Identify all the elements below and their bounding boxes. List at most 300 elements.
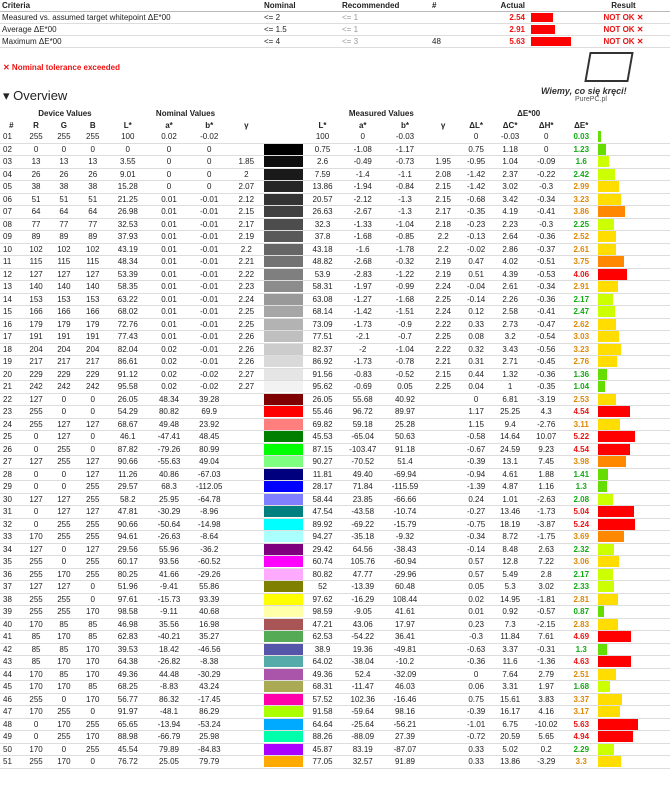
cell-value: 23.85 — [342, 493, 383, 506]
cell-value: 62.83 — [107, 631, 148, 644]
cell-value: 64.64 — [303, 718, 342, 731]
cell-value: 2.18 — [427, 218, 460, 231]
cell-value: -88.09 — [342, 731, 383, 744]
cell-value: 26.05 — [107, 393, 148, 406]
table-row — [0, 718, 670, 731]
cell-value: 55.68 — [342, 393, 383, 406]
cell-value: 91.18 — [383, 443, 426, 456]
cell-value: 0 — [49, 143, 78, 156]
cell-value: 255 — [49, 531, 78, 544]
cell-value: 91.89 — [383, 756, 426, 769]
actual-bar-fill — [531, 37, 571, 46]
cell-value: -0.01 — [190, 256, 229, 269]
cell-value: 4.61 — [493, 468, 528, 481]
swatch-fill — [264, 131, 303, 142]
delta-e-bar — [598, 456, 670, 469]
cell-value: 91.97 — [107, 706, 148, 719]
cell-value: 0.02 — [148, 356, 189, 369]
delta-e-value: 1.36 — [565, 368, 598, 381]
cell-value: -1.33 — [342, 218, 383, 231]
color-swatch — [264, 568, 303, 581]
delta-e-value: 3.3 — [565, 756, 598, 769]
cell-value: -0.32 — [383, 256, 426, 269]
swatch-fill — [264, 644, 303, 655]
swatch-fill — [264, 244, 303, 255]
cell-value — [427, 543, 460, 556]
table-row — [0, 143, 670, 156]
cell-value: 166 — [49, 306, 78, 319]
cell-value: -26.82 — [148, 656, 189, 669]
delta-e-value: 2.32 — [565, 543, 598, 556]
cell-value: -1.27 — [342, 293, 383, 306]
cell-value: -0.57 — [528, 606, 565, 619]
cell-value: 255 — [23, 693, 50, 706]
cell-value — [427, 568, 460, 581]
cell-value: -0.04 — [460, 281, 493, 294]
cell-value: 0.01 — [148, 206, 189, 219]
cell-value: 72.76 — [107, 318, 148, 331]
cell-value: 170 — [78, 693, 107, 706]
delta-e-bar-fill — [598, 731, 633, 742]
cell-value: 2.2 — [427, 243, 460, 256]
cell-value: 60.48 — [383, 581, 426, 594]
cell-value — [229, 606, 264, 619]
cell-value: -66.79 — [148, 731, 189, 744]
table-row — [0, 618, 670, 631]
swatch-fill — [264, 406, 303, 417]
cell-value: 24.59 — [493, 443, 528, 456]
cell-value: 97.61 — [107, 593, 148, 606]
cell-value: -32.09 — [383, 668, 426, 681]
column-header: γ — [244, 120, 249, 130]
cell-value: 89 — [78, 231, 107, 244]
cell-value: -1.94 — [342, 181, 383, 194]
cell-value: 4.02 — [493, 256, 528, 269]
cell-value: 68.31 — [303, 681, 342, 694]
cell-value — [427, 643, 460, 656]
cell-value: 16.98 — [190, 618, 229, 631]
cell-value: 86.61 — [107, 356, 148, 369]
row-index: 41 — [0, 631, 23, 644]
cell-value: 0 — [23, 731, 50, 744]
tolerance-warning: ✕ Nominal tolerance exceeded — [3, 63, 120, 72]
group-measured: Measured Values — [348, 109, 414, 119]
cell-value: -1.68 — [383, 293, 426, 306]
cell-value: 51 — [78, 193, 107, 206]
cell-value: 108.44 — [383, 593, 426, 606]
cell-value: 0 — [49, 543, 78, 556]
delta-e-bar — [598, 181, 670, 194]
swatch-fill — [264, 669, 303, 680]
delta-e-value: 2.53 — [565, 393, 598, 406]
row-index: 28 — [0, 468, 23, 481]
cell-value: -0.01 — [190, 281, 229, 294]
cell-value: -0.01 — [190, 243, 229, 256]
cell-value: 170 — [49, 756, 78, 769]
table-row — [0, 331, 670, 344]
cell-value: 20.59 — [493, 731, 528, 744]
delta-e-value: 2.81 — [565, 593, 598, 606]
cell-value: -36.2 — [190, 543, 229, 556]
delta-e-value: 4.54 — [565, 406, 598, 419]
cell-value: -1.4 — [342, 168, 383, 181]
swatch-fill — [264, 619, 303, 630]
row-index: 05 — [0, 181, 23, 194]
cell-value: 2.27 — [229, 368, 264, 381]
table-row — [0, 468, 670, 481]
cell-value: 0.2 — [528, 743, 565, 756]
cell-value: -0.39 — [460, 456, 493, 469]
cell-value: 88.98 — [107, 731, 148, 744]
cell-value: 1.97 — [528, 681, 565, 694]
color-swatch — [264, 231, 303, 244]
cell-value: 68.02 — [107, 306, 148, 319]
column-header: # — [9, 120, 14, 130]
cell-value: 80.99 — [190, 443, 229, 456]
cell-value: 191 — [23, 331, 50, 344]
color-swatch — [264, 356, 303, 369]
cell-value: 40.68 — [190, 606, 229, 619]
cell-value: 85 — [23, 656, 50, 669]
cell-value: 2.6 — [303, 156, 342, 169]
cell-value: 0 — [148, 168, 189, 181]
delta-e-value: 2.25 — [565, 218, 598, 231]
cell-value: 15.28 — [107, 181, 148, 194]
delta-e-bar-fill — [598, 594, 618, 605]
cell-value: 170 — [49, 568, 78, 581]
criteria-count: 48 — [430, 36, 454, 48]
criteria-actual-bar — [529, 12, 575, 24]
cell-value: 73.09 — [303, 318, 342, 331]
cell-value: -10.2 — [383, 656, 426, 669]
cell-value: -1.17 — [383, 143, 426, 156]
cell-value: 2.26 — [493, 293, 528, 306]
swatch-fill — [264, 456, 303, 467]
cell-value — [229, 506, 264, 519]
table-row — [0, 556, 670, 569]
row-index: 06 — [0, 193, 23, 206]
swatch-fill — [264, 506, 303, 517]
cell-value: 0.05 — [460, 581, 493, 594]
table-row — [0, 593, 670, 606]
cell-value: 5.65 — [528, 731, 565, 744]
cell-value: -0.83 — [342, 368, 383, 381]
cell-value: 1.04 — [493, 156, 528, 169]
row-index: 36 — [0, 568, 23, 581]
cell-value: 2.27 — [229, 381, 264, 394]
swatch-fill — [264, 231, 303, 242]
cell-value: 127 — [23, 456, 50, 469]
cell-value: 255 — [49, 131, 78, 143]
table-row — [0, 543, 670, 556]
cell-value — [427, 443, 460, 456]
cell-value: 255 — [23, 418, 50, 431]
cell-value: -8.38 — [190, 656, 229, 669]
cell-value: 0 — [148, 143, 189, 156]
cell-value: 40.86 — [148, 468, 189, 481]
cell-value: 46.1 — [107, 431, 148, 444]
delta-e-bar-fill — [598, 581, 615, 592]
cell-value: -15.79 — [383, 518, 426, 531]
cell-value: 255 — [49, 606, 78, 619]
overview-toggle[interactable]: ▾ Overview — [3, 88, 68, 103]
color-swatch — [264, 493, 303, 506]
column-header: B — [89, 120, 96, 130]
column-header: G — [60, 120, 67, 130]
cell-value — [427, 731, 460, 744]
cell-value: 5.02 — [493, 743, 528, 756]
cell-value: -0.37 — [528, 243, 565, 256]
delta-e-bar-fill — [598, 294, 613, 305]
cell-value: 4.19 — [493, 206, 528, 219]
cell-value: 127 — [78, 468, 107, 481]
cell-value: -0.35 — [460, 206, 493, 219]
cell-value: 26 — [23, 168, 50, 181]
cell-value: 8.72 — [493, 531, 528, 544]
delta-e-value: 4.69 — [565, 631, 598, 644]
cell-value: -0.99 — [383, 281, 426, 294]
cell-value — [427, 593, 460, 606]
delta-e-value: 3.11 — [565, 418, 598, 431]
row-index: 14 — [0, 293, 23, 306]
cell-value — [229, 556, 264, 569]
cell-value: 204 — [78, 343, 107, 356]
delta-e-bar — [598, 131, 670, 143]
cell-value: 79.89 — [148, 743, 189, 756]
delta-e-bar-fill — [598, 431, 635, 442]
cell-value: 140 — [23, 281, 50, 294]
cell-value: 100 — [303, 131, 342, 143]
swatch-fill — [264, 194, 303, 205]
delta-e-bar-fill — [598, 244, 617, 255]
cell-value: -0.36 — [528, 293, 565, 306]
cell-value: -13.39 — [342, 581, 383, 594]
cell-value: 0.23 — [460, 618, 493, 631]
swatch-fill — [264, 581, 303, 592]
cell-value — [427, 668, 460, 681]
cell-value: 102 — [78, 243, 107, 256]
cell-value: 170 — [49, 718, 78, 731]
cell-value: 217 — [23, 356, 50, 369]
delta-e-bar-fill — [598, 719, 638, 730]
delta-e-value: 3.03 — [565, 331, 598, 344]
cell-value: -0.01 — [190, 231, 229, 244]
delta-e-bar — [598, 618, 670, 631]
color-swatch — [264, 218, 303, 231]
column-header — [598, 120, 670, 132]
criteria-result: NOT OK ✕ — [575, 12, 670, 24]
color-swatch — [264, 718, 303, 731]
cell-value: -0.02 — [190, 131, 229, 143]
cell-value: 88.26 — [303, 731, 342, 744]
cell-value: -1.3 — [383, 193, 426, 206]
table-row — [0, 243, 670, 256]
cell-value: -0.02 — [460, 243, 493, 256]
color-swatch — [264, 381, 303, 394]
table-row — [0, 168, 670, 181]
cell-value: 51.4 — [383, 456, 426, 469]
row-index: 45 — [0, 681, 23, 694]
cell-value: 2.19 — [229, 231, 264, 244]
cell-value: 4.3 — [528, 406, 565, 419]
delta-e-bar-fill — [598, 506, 634, 517]
cell-value: -67.03 — [190, 468, 229, 481]
color-swatch — [264, 156, 303, 169]
table-row — [0, 356, 670, 369]
cell-value: 170 — [23, 531, 50, 544]
cell-value: 94.61 — [107, 531, 148, 544]
cell-value: 0.51 — [460, 268, 493, 281]
color-swatch — [264, 243, 303, 256]
cell-value: 179 — [23, 318, 50, 331]
delta-e-value: 2.42 — [565, 168, 598, 181]
cell-value: 38 — [78, 181, 107, 194]
cell-value: 49.36 — [303, 668, 342, 681]
cell-value — [229, 756, 264, 769]
cell-value: -0.3 — [460, 631, 493, 644]
cell-value: 0 — [78, 393, 107, 406]
cell-value: 28.17 — [303, 481, 342, 494]
group-device: Device Values — [38, 109, 92, 119]
row-index: 37 — [0, 581, 23, 594]
swatch-fill — [264, 706, 303, 717]
table-row — [0, 281, 670, 294]
delta-e-bar-fill — [598, 131, 601, 142]
cell-value: 191 — [78, 331, 107, 344]
cell-value: 89 — [23, 231, 50, 244]
cell-value: -9.41 — [148, 581, 189, 594]
swatch-fill — [264, 381, 303, 392]
swatch-fill — [264, 294, 303, 305]
cell-value: 25.25 — [493, 406, 528, 419]
cell-value: -1.39 — [460, 481, 493, 494]
delta-e-value: 2.51 — [565, 668, 598, 681]
delta-e-bar-fill — [598, 169, 615, 180]
cell-value: -1.75 — [528, 531, 565, 544]
cell-value: 170 — [49, 656, 78, 669]
cell-value: 0.01 — [148, 218, 189, 231]
cell-value: 2.15 — [229, 206, 264, 219]
column-header: ΔC* — [502, 120, 518, 130]
table-row — [0, 631, 670, 644]
cell-value: -59.64 — [342, 706, 383, 719]
cell-value — [427, 518, 460, 531]
cell-value: 127 — [78, 506, 107, 519]
cell-value: 18.42 — [148, 643, 189, 656]
delta-e-bar — [598, 168, 670, 181]
table-row — [0, 293, 670, 306]
cell-value: 29.57 — [107, 481, 148, 494]
cell-value: -1.73 — [528, 506, 565, 519]
cell-value: 0.32 — [460, 343, 493, 356]
table-row — [0, 693, 670, 706]
cell-value: 0.01 — [148, 293, 189, 306]
cell-value — [427, 743, 460, 756]
cell-value: 87.15 — [303, 443, 342, 456]
delta-e-bar — [598, 606, 670, 619]
delta-e-bar — [598, 268, 670, 281]
delta-e-value: 2.61 — [565, 243, 598, 256]
delta-e-bar — [598, 206, 670, 219]
swatch-fill — [264, 719, 303, 730]
table-row — [0, 193, 670, 206]
cell-value: 25.95 — [148, 493, 189, 506]
cell-value: 76.72 — [107, 756, 148, 769]
cell-value: -38.43 — [383, 543, 426, 556]
cell-value — [427, 468, 460, 481]
delta-e-bar-fill — [598, 544, 614, 555]
cell-value: -0.14 — [460, 293, 493, 306]
cell-value: -3.29 — [528, 756, 565, 769]
cell-value: 0.75 — [303, 143, 342, 156]
cell-value: 26.05 — [303, 393, 342, 406]
cell-value: 255 — [49, 731, 78, 744]
color-swatch — [264, 531, 303, 544]
cell-value: 140 — [49, 281, 78, 294]
cell-value: 29.42 — [303, 543, 342, 556]
color-swatch — [264, 181, 303, 194]
cell-value: -3.87 — [528, 518, 565, 531]
cell-value: 2.2 — [229, 243, 264, 256]
cell-value: 0.08 — [460, 331, 493, 344]
cell-value: 5.3 — [493, 581, 528, 594]
color-swatch — [264, 606, 303, 619]
cell-value: 3.83 — [528, 693, 565, 706]
cell-value: -0.94 — [460, 468, 493, 481]
color-swatch — [264, 706, 303, 719]
color-swatch — [264, 281, 303, 294]
cell-value: 6.75 — [493, 718, 528, 731]
actual-bar-fill — [531, 13, 553, 22]
cell-value: 46.98 — [107, 618, 148, 631]
delta-e-value: 2.47 — [565, 306, 598, 319]
swatch-fill — [264, 369, 303, 380]
delta-e-bar-fill — [598, 356, 618, 367]
table-row — [0, 256, 670, 269]
cell-value: -2.63 — [528, 493, 565, 506]
cell-value: 49.36 — [107, 668, 148, 681]
cell-value — [229, 681, 264, 694]
swatch-fill — [264, 356, 303, 367]
group-header-row — [0, 108, 670, 120]
table-row — [0, 443, 670, 456]
cell-value: 7.64 — [493, 668, 528, 681]
cell-value: 179 — [49, 318, 78, 331]
cell-value: 86.29 — [190, 706, 229, 719]
cell-value: 170 — [78, 668, 107, 681]
cell-value: -0.27 — [460, 506, 493, 519]
delta-e-bar — [598, 393, 670, 406]
cell-value: 2.61 — [493, 281, 528, 294]
color-swatch — [264, 193, 303, 206]
delta-e-bar-fill — [598, 556, 620, 567]
cell-value: -0.23 — [460, 218, 493, 231]
cell-value: 13.46 — [493, 506, 528, 519]
cell-value: 115 — [23, 256, 50, 269]
column-header: R — [33, 120, 39, 130]
cell-value: 19.36 — [342, 643, 383, 656]
table-row — [0, 606, 670, 619]
cell-value: -0.3 — [528, 218, 565, 231]
table-row — [0, 268, 670, 281]
row-index: 20 — [0, 368, 23, 381]
cell-value: 77 — [78, 218, 107, 231]
cell-value: -0.01 — [190, 218, 229, 231]
criteria-actual: 5.63 — [454, 36, 529, 48]
delta-e-bar — [598, 506, 670, 519]
delta-e-value: 3.23 — [565, 343, 598, 356]
cell-value: 21.25 — [107, 193, 148, 206]
